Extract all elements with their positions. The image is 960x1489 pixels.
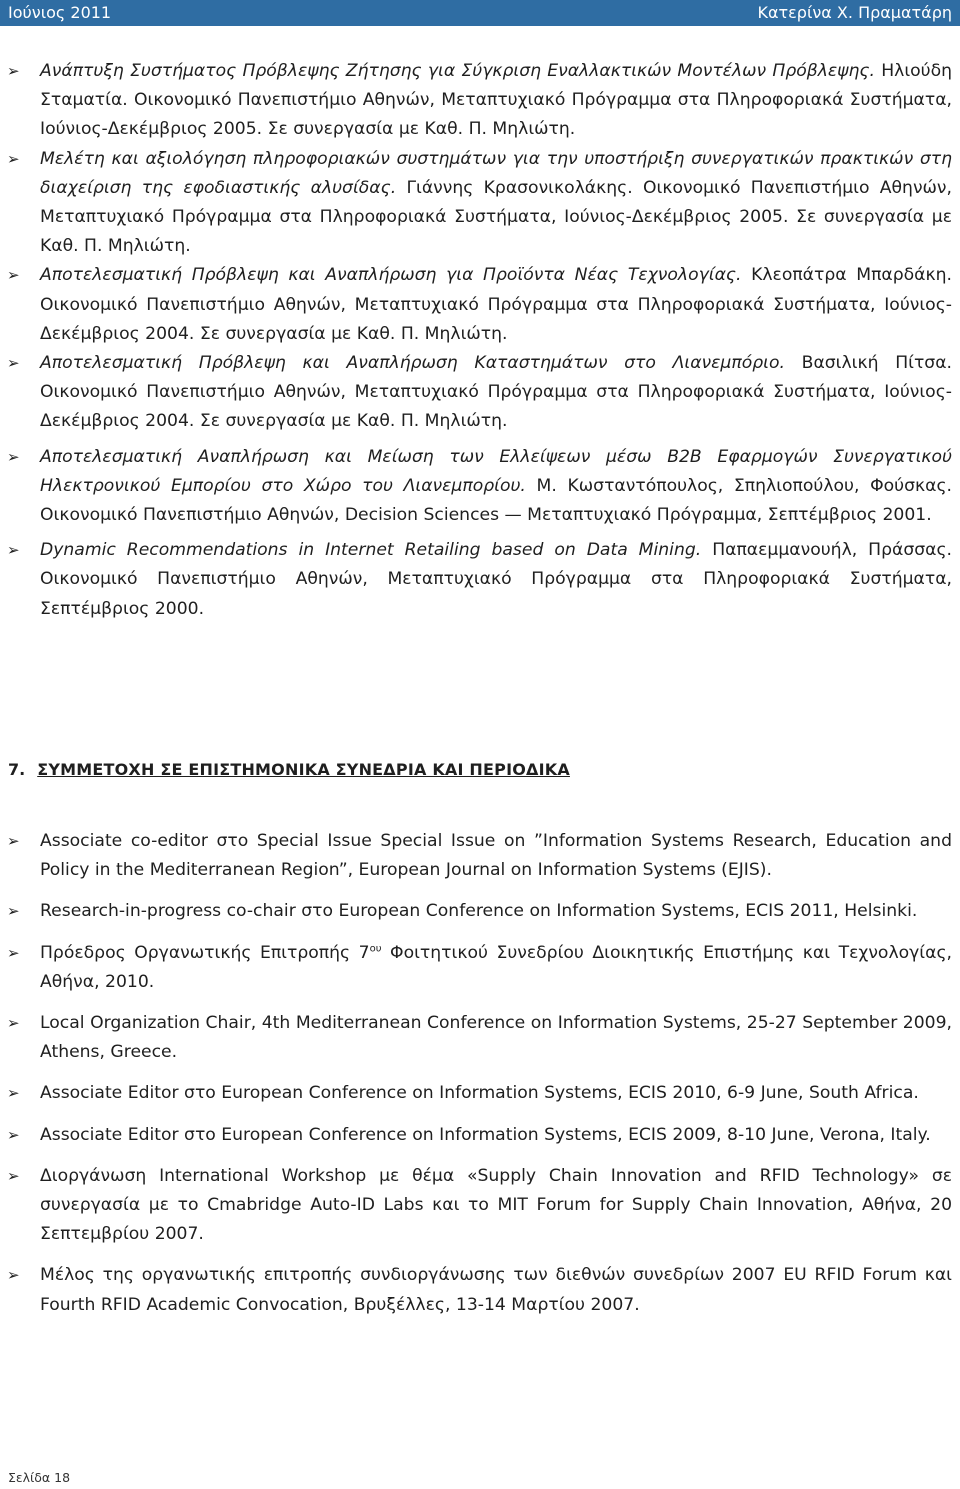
list-item [0,827,960,885]
arrow-bullet-icon: ➢ [7,1084,20,1103]
arrow-bullet-icon: ➢ [7,943,20,962]
project-details: Μ. Κωσταντόπουλος, Σπηλιοπούλου, Φούσκας. Οικονομικό Πανεπιστήμιο Αθηνών, Decision Sciences — Μεταπτυχιακό Πρόγραμμα, Σεπτέμβριος 2001. [40,475,953,526]
participation-text: Local Organization Chair, 4th Mediterranean Conference on Information Systems, 25-27 September 2009, Athens, Greece. [40,1013,952,1063]
list-item [0,57,960,145]
list-item [0,145,960,262]
arrow-bullet-icon: ➢ [7,1166,20,1185]
project-details: Κλεοπάτρα Μπαρδάκη. Οικονομικό Πανεπιστήμιο Αθηνών, Μεταπτυχιακό Πρόγραμμα στα Πληροφοριακά Συστήματα, Ιούνιος-Δεκέμβριος 2004. Σε συνεργασία με Καθ. Π. Μηλιώτη. [40,265,952,344]
arrow-bullet-icon: ➢ [7,1014,20,1033]
project-details: Ηλιούδη Σταματία. Οικονομικό Πανεπιστήμιο Αθηνών, Μεταπτυχιακό Πρόγραμμα στα Πληροφοριακά Συστήματα, Ιούνιος-Δεκέμβριος 2005. Σε συνεργασία με Καθ. Π. Μηλιώτη. [40,61,952,140]
participation-text: Διοργάνωση International Workshop με θέμα «Supply Chain Innovation and RFID Technology» σε συνεργασία με το Cmabridge Auto-ID Labs και το MIT Forum for Supply Chain Innovation, Αθήνα, 20 Σεπτεμβρίου 2007. [40,1165,952,1245]
arrow-bullet-icon: ➢ [7,447,20,466]
participation-text: Associate Editor στο European Conference on Information Systems, ECIS 2010, 6-9 June, South Africa. [40,1083,919,1104]
arrow-bullet-icon: ➢ [7,354,20,373]
participation-text: Μέλος της οργανωτικής επιτροπής συνδιοργάνωσης των διεθνών συνεδρίων 2007 EU RFID Forum και Fourth RFID Academic Convocation, Βρυξέλλες, 13-14 Μαρτίου 2007. [40,1265,952,1315]
project-title: Dynamic Recommendations in Internet Retailing based on Data Mining. [40,540,702,561]
project-details: Παπαεμμανουήλ, Πράσσας. Οικονομικό Πανεπιστήμιο Αθηνών, Μεταπτυχιακό Πρόγραμμα στα Πληροφοριακά Συστήματα, Σεπτέμβριος 2000. [40,540,952,619]
project-title: Αποτελεσματική Αναπλήρωση και Μείωση των Ελλείψεων μέσω B2B Εφαρμογών Συνεργατικού Ηλεκτρονικού Εμπορίου στο Χώρο του Λιανεμπορίου. [40,446,952,496]
list-item [0,1121,960,1150]
project-details: Γιάννης Κρασονικολάκης. Οικονομικό Πανεπιστήμιο Αθηνών, Μεταπτυχιακό Πρόγραμμα στα Πληροφοριακά Συστήματα, Ιούνιος-Δεκέμβριος 2005. Σε συνεργασία με Καθ. Π. Μηλιώτη. [40,177,952,257]
arrow-bullet-icon: ➢ [7,1125,20,1144]
list-item [0,1079,960,1108]
arrow-bullet-icon: ➢ [7,541,20,560]
page-header [0,0,960,26]
ordinal-suffix: ου [369,942,382,954]
project-title: Αποτελεσματική Πρόβλεψη και Αναπλήρωση Καταστημάτων στο Λιανεμπόριο. [40,353,785,374]
list-item [0,1261,960,1319]
arrow-bullet-icon: ➢ [7,1266,20,1285]
list-item [0,897,960,926]
list-item [0,443,960,531]
participation-text: Research-in-progress co-chair στο European Conference on Information Systems, ECIS 2011, Helsinki. [40,901,918,922]
header-date: Ιούνιος 2011 [8,3,112,22]
page-number: Σελίδα 18 [8,1470,71,1485]
section-title: ΣΥΜΜΕΤΟΧΗ ΣΕ ΕΠΙΣΤΗΜΟΝΙΚΑ ΣΥΝΕΔΡΙΑ ΚΑΙ ΠΕΡΙΟΔΙΚΑ [37,760,570,779]
section-heading [8,760,570,779]
arrow-bullet-icon: ➢ [7,149,20,168]
list-item [0,349,960,437]
arrow-bullet-icon: ➢ [7,902,20,921]
arrow-bullet-icon: ➢ [7,266,20,285]
arrow-bullet-icon: ➢ [7,832,20,850]
project-title: Αποτελεσματική Πρόβλεψη και Αναπλήρωση για Προϊόντα Νέας Τεχνολογίας. [40,265,742,286]
list-item [0,536,960,624]
list-item [0,1162,960,1250]
list-item [0,1009,960,1067]
participation-text: Associate co-editor στο Special Issue Special Issue on ”Information Systems Research, Education and Policy in the Mediterranean Region”, European Journal on Information Systems (EJIS). [40,831,952,881]
list-item [0,261,960,349]
section-number: 7. [8,760,26,779]
project-title: Ανάπτυξη Συστήματος Πρόβλεψης Ζήτησης για Σύγκριση Εναλλακτικών Μοντέλων Πρόβλεψης. [40,61,875,81]
list-item [0,939,960,997]
participation-text-pre: Πρόεδρος Οργανωτικής Επιτροπής 7 [40,942,370,963]
project-details: Βασιλική Πίτσα. Οικονομικό Πανεπιστήμιο Αθηνών, Μεταπτυχιακό Πρόγραμμα στα Πληροφοριακά Συστήματα, Ιούνιος-Δεκέμβριος 2004. Σε συνεργασία με Καθ. Π. Μηλιώτη. [40,353,952,432]
header-author: Κατερίνα Χ. Πραματάρη [757,3,952,22]
participation-text-post: Φοιτητικού Συνεδρίου Διοικητικής Επιστήμης και Τεχνολογίας, Αθήνα, 2010. [40,942,952,992]
participation-text: Associate Editor στο European Conference on Information Systems, ECIS 2009, 8-10 June, Verona, Italy. [40,1124,931,1145]
supervised-projects-list [0,57,960,628]
project-title: Μελέτη και αξιολόγηση πληροφοριακών συστημάτων για την υποστήριξη συνεργατικών πρακτικών στη διαχείριση της εφοδιαστικής αλυσίδας. [40,148,952,198]
arrow-bullet-icon: ➢ [7,62,20,80]
participations-list [0,827,960,1332]
